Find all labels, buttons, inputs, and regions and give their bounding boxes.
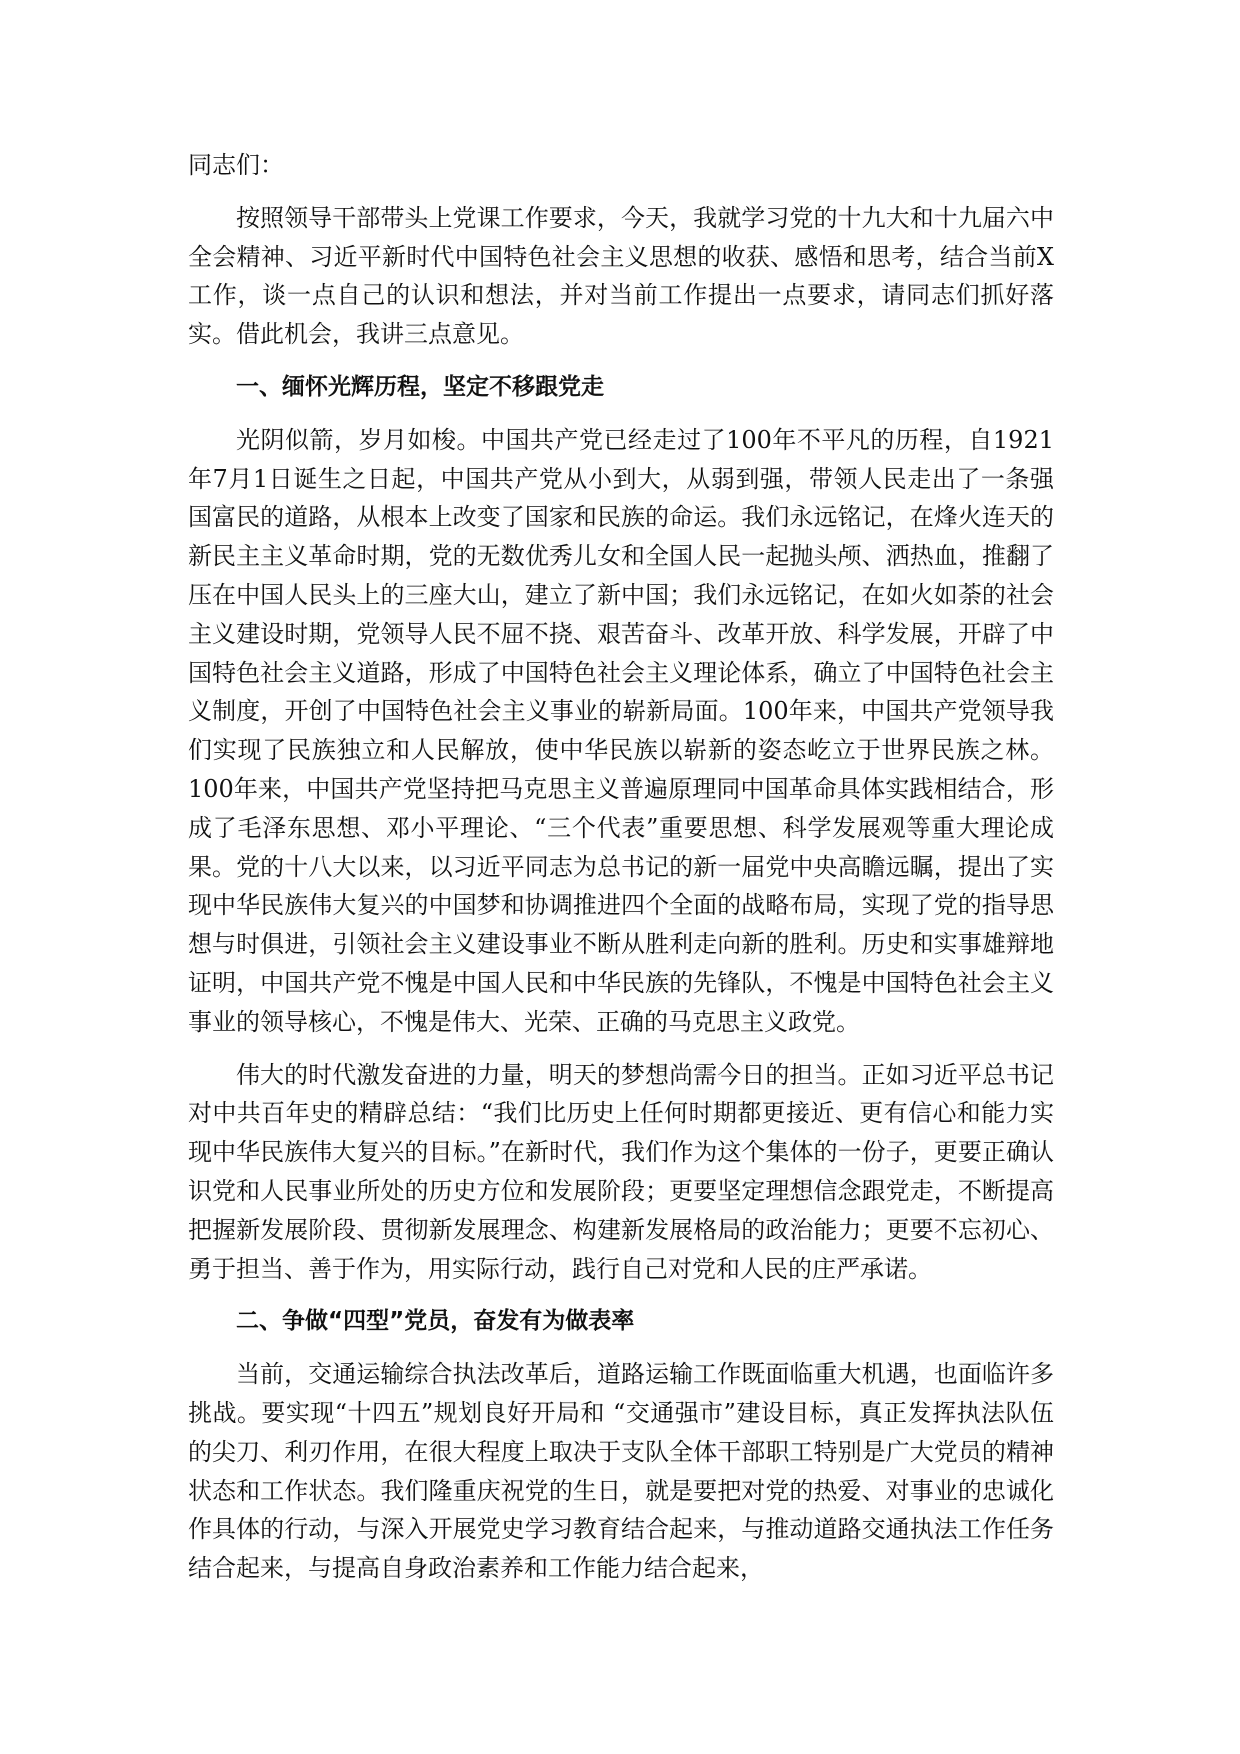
salutation: 同志们： [188,151,284,179]
intro-paragraph: 按照领导干部带头上党课工作要求，今天，我就学习党的十九大和十九届六中全会精神、习近平新时代中国特色社会主义思想的收获、感悟和思考，结合当前X工作，谈一点自己的认识和想法，并对当前工作提出一点要求，请同志们抓好落实。借此机会，我讲三点意见。 [188,203,1054,349]
section-2-heading: 二、争做“四型”党员，奋发有为做表率 [236,1308,635,1335]
section-1-paragraph-2: 伟大的时代激发奋进的力量，明天的梦想尚需今日的担当。正如习近平总书记对中共百年史的精辟总结：“我们比历史上任何时期都更接近、更有信心和能力实现中华民族伟大复兴的目标。”在新时代，我们作为这个集体的一份子，更要正确认识党和人民事业所处的历史方位和发展阶段；更要坚定理想信念跟党走，不断提高把握新发展阶段、贯彻新发展理念、构建新发展格局的政治能力；更要不忘初心、勇于担当、善于作为，用实际行动，践行自己对党和人民的庄严承诺。 [188,1060,1054,1283]
section-1-paragraph-1: 光阴似箭，岁月如梭。中国共产党已经走过了100年不平凡的历程，自1921年7月1日诞生之日起，中国共产党从小到大，从弱到强，带领人民走出了一条强国富民的道路，从根本上改变了国家和民族的命运。我们永远铭记，在烽火连天的新民主主义革命时期，党的无数优秀儿女和全国人民一起抛头颅、洒热血，推翻了压在中国人民头上的三座大山，建立了新中国；我们永远铭记，在如火如荼的社会主义建设时期，党领导人民不屈不挠、艰苦奋斗、改革开放、科学发展，开辟了中国特色社会主义道路，形成了中国特色社会主义理论体系，确立了中国特色社会主义制度，开创了中国特色社会主义事业的崭新局面。100年来，中国共产党领导我们实现了民族独立和人民解放，使中华民族以崭新的姿态屹立于世界民族之林。100年来，中国共产党坚持把马克思主义普遍原理同中国革命具体实践相结合，形成了毛泽东思想、邓小平理论、“三个代表”重要思想、科学发展观等重大理论成果。党的十八大以来，以习近平同志为总书记的新一届党中央高瞻远瞩，提出了实现中华民族伟大复兴的中国梦和协调推进四个全面的战略布局，实现了党的指导思想与时俱进，引领社会主义建设事业不断从胜利走向新的胜利。历史和实事雄辩地证明，中国共产党不愧是中国人民和中华民族的先锋队，不愧是中国特色社会主义事业的领导核心，不愧是伟大、光荣、正确的马克思主义政党。 [188,425,1054,1036]
document-body [188,146,1054,1602]
section-1-heading: 一、缅怀光辉历程，坚定不移跟党走 [236,373,604,400]
section-2-paragraph-1: 当前，交通运输综合执法改革后，道路运输工作既面临重大机遇，也面临许多挑战。要实现“十四五”规划良好开局和 “交通强市”建设目标，真正发挥执法队伍的尖刀、利刃作用，在很大程度上取决于支队全体干部职工特别是广大党员的精神状态和工作状态。我们隆重庆祝党的生日，就是要把对党的热爱、对事业的忠诚化作具体的行动，与深入开展党史学习教育结合起来，与推动道路交通执法工作任务结合起来，与提高自身政治素养和工作能力结合起来， [188,1360,1054,1583]
